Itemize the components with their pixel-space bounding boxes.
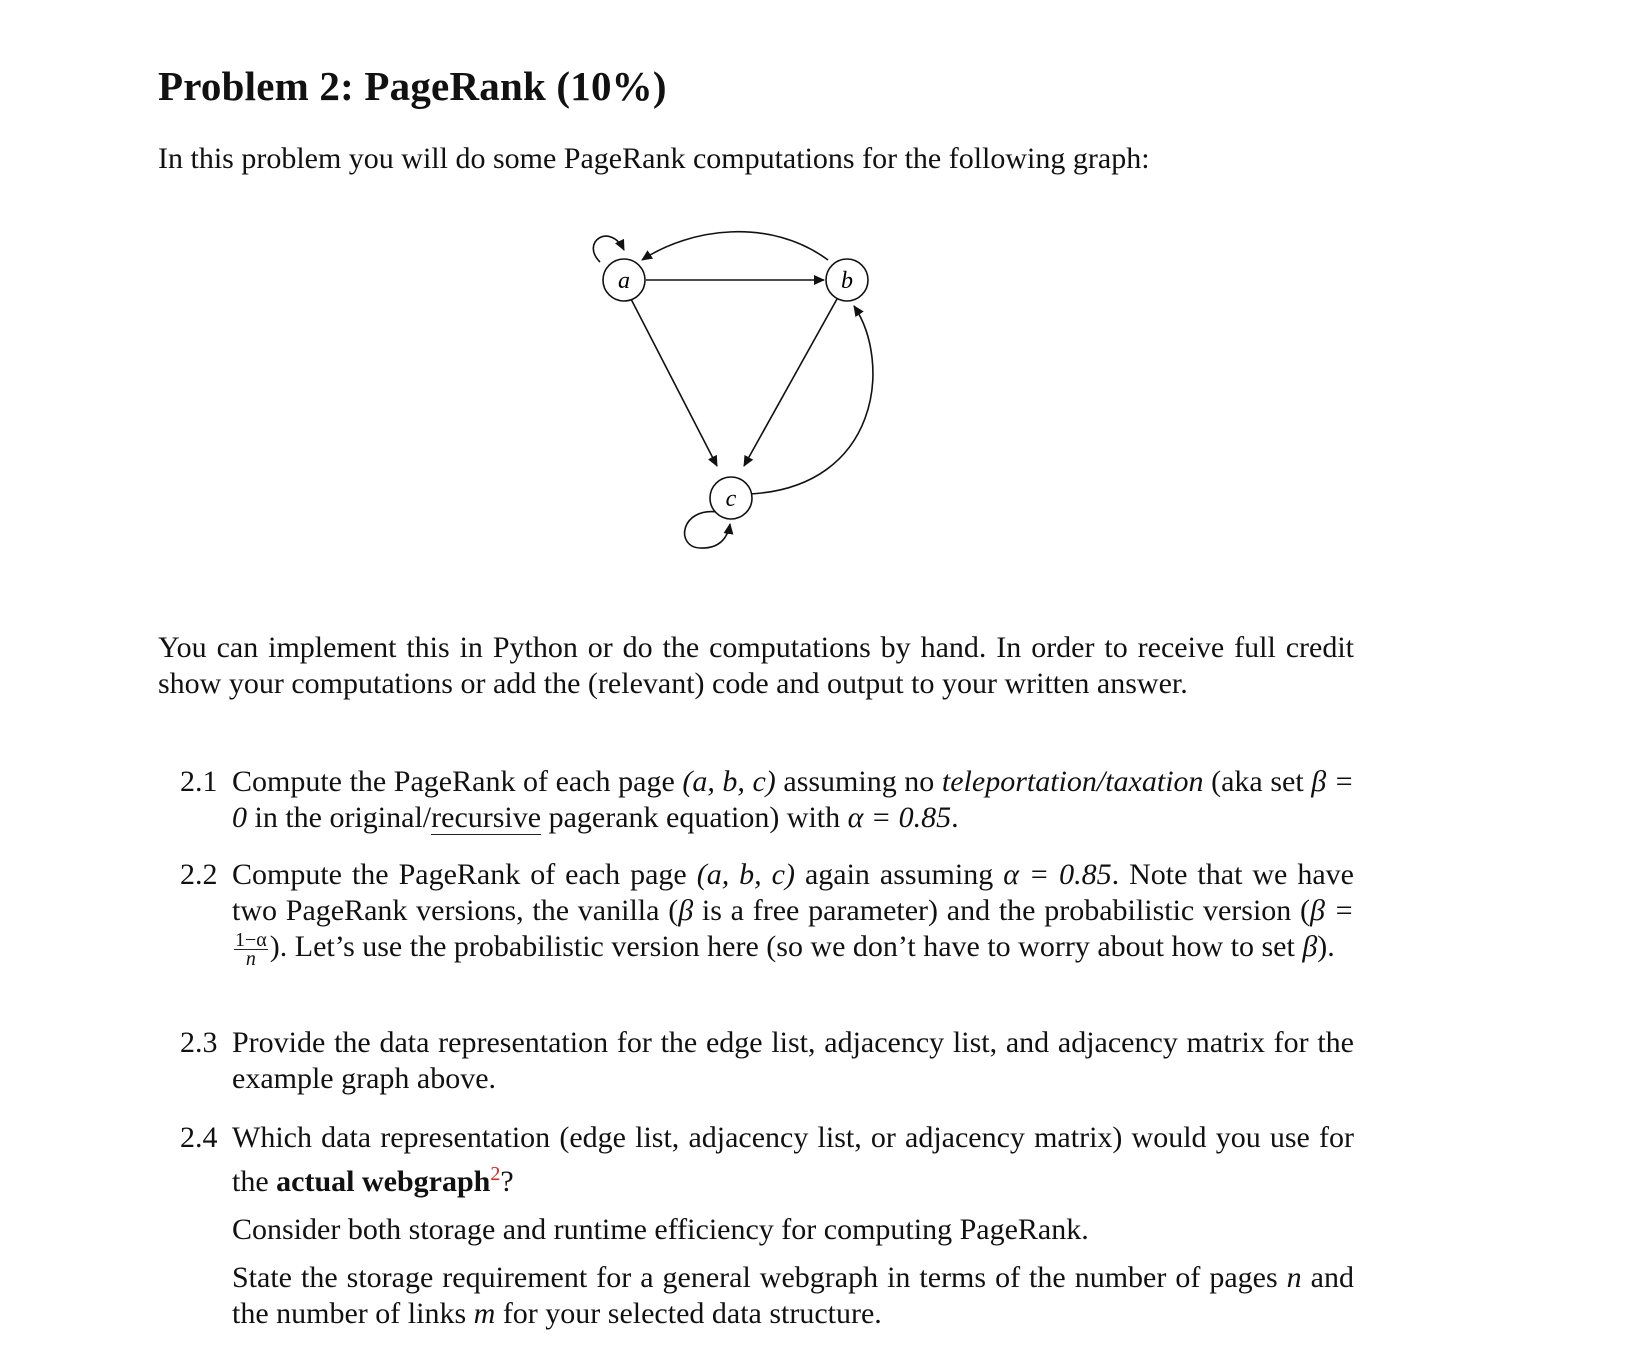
emphasis-text: teleportation/taxation <box>941 765 1204 798</box>
edge-a-a <box>593 236 624 262</box>
question-number: 2.2 <box>180 858 218 891</box>
edge-c-b <box>750 306 873 494</box>
question-number: 2.1 <box>180 765 218 798</box>
question-subtext: State the storage requirement for a general webgraph in terms of the number of pages n and the number of links m for your selected data structure. <box>232 1261 1354 1330</box>
edge-a-c <box>631 299 717 466</box>
edge-b-a <box>642 232 828 260</box>
question-text: Compute the PageRank of each page (a, b, c) assuming no teleportation/taxation (aka set β = 0 in the original/recursive pagerank equation) with α = 0.85. <box>232 765 1355 834</box>
graph-svg <box>580 222 950 592</box>
footnote-marker[interactable]: 2 <box>490 1163 501 1185</box>
fraction: $\frac{1-\alpha}{n}$ <box>235 928 267 970</box>
question-subtext: Consider both storage and runtime efficiency for computing PageRank. <box>232 1213 1089 1246</box>
question-text: Compute the PageRank of each page (a, b, c) again assuming α = 0.85. Note that we have two PageRank versions, the vanilla (β is a free parameter) and the probabilistic version (β = $\frac{1-\alpha}{n}$ ). Let’s use the probabilistic version here (so we don’t have to worry about how to set β). <box>232 858 1354 970</box>
intro-text: In this problem you will do some PageRank computations for the following graph: <box>158 142 1150 175</box>
question-number: 2.3 <box>180 1026 218 1059</box>
underlined-term: recursive <box>431 801 542 834</box>
question-text: Provide the data representation for the edge list, adjacency list, and adjacency matrix for the example graph above. <box>232 1026 1354 1095</box>
instructions-paragraph: You can implement this in Python or do the computations by hand. In order to receive full credit show your computations or add the (relevant) code and output to your written answer. <box>158 631 1354 700</box>
question-2-3 <box>180 1025 1354 1097</box>
bold-term: actual webgraph <box>276 1165 491 1198</box>
pagerank-graph <box>580 222 950 592</box>
edge-b-c <box>744 299 837 466</box>
question-2-4 <box>180 1120 1354 1332</box>
question-number: 2.4 <box>180 1121 218 1154</box>
question-text: Which data representation (edge list, adjacency list, or adjacency matrix) would you use for the actual webgraph$^2$? <box>232 1121 1354 1198</box>
node-a-label: a <box>618 268 630 294</box>
node-c-label: c <box>725 486 737 512</box>
question-2-1 <box>180 764 1354 836</box>
problem-title: Problem 2: PageRank (10%) <box>158 63 667 109</box>
node-b-label: b <box>841 268 853 294</box>
question-2-2 <box>180 857 1354 968</box>
